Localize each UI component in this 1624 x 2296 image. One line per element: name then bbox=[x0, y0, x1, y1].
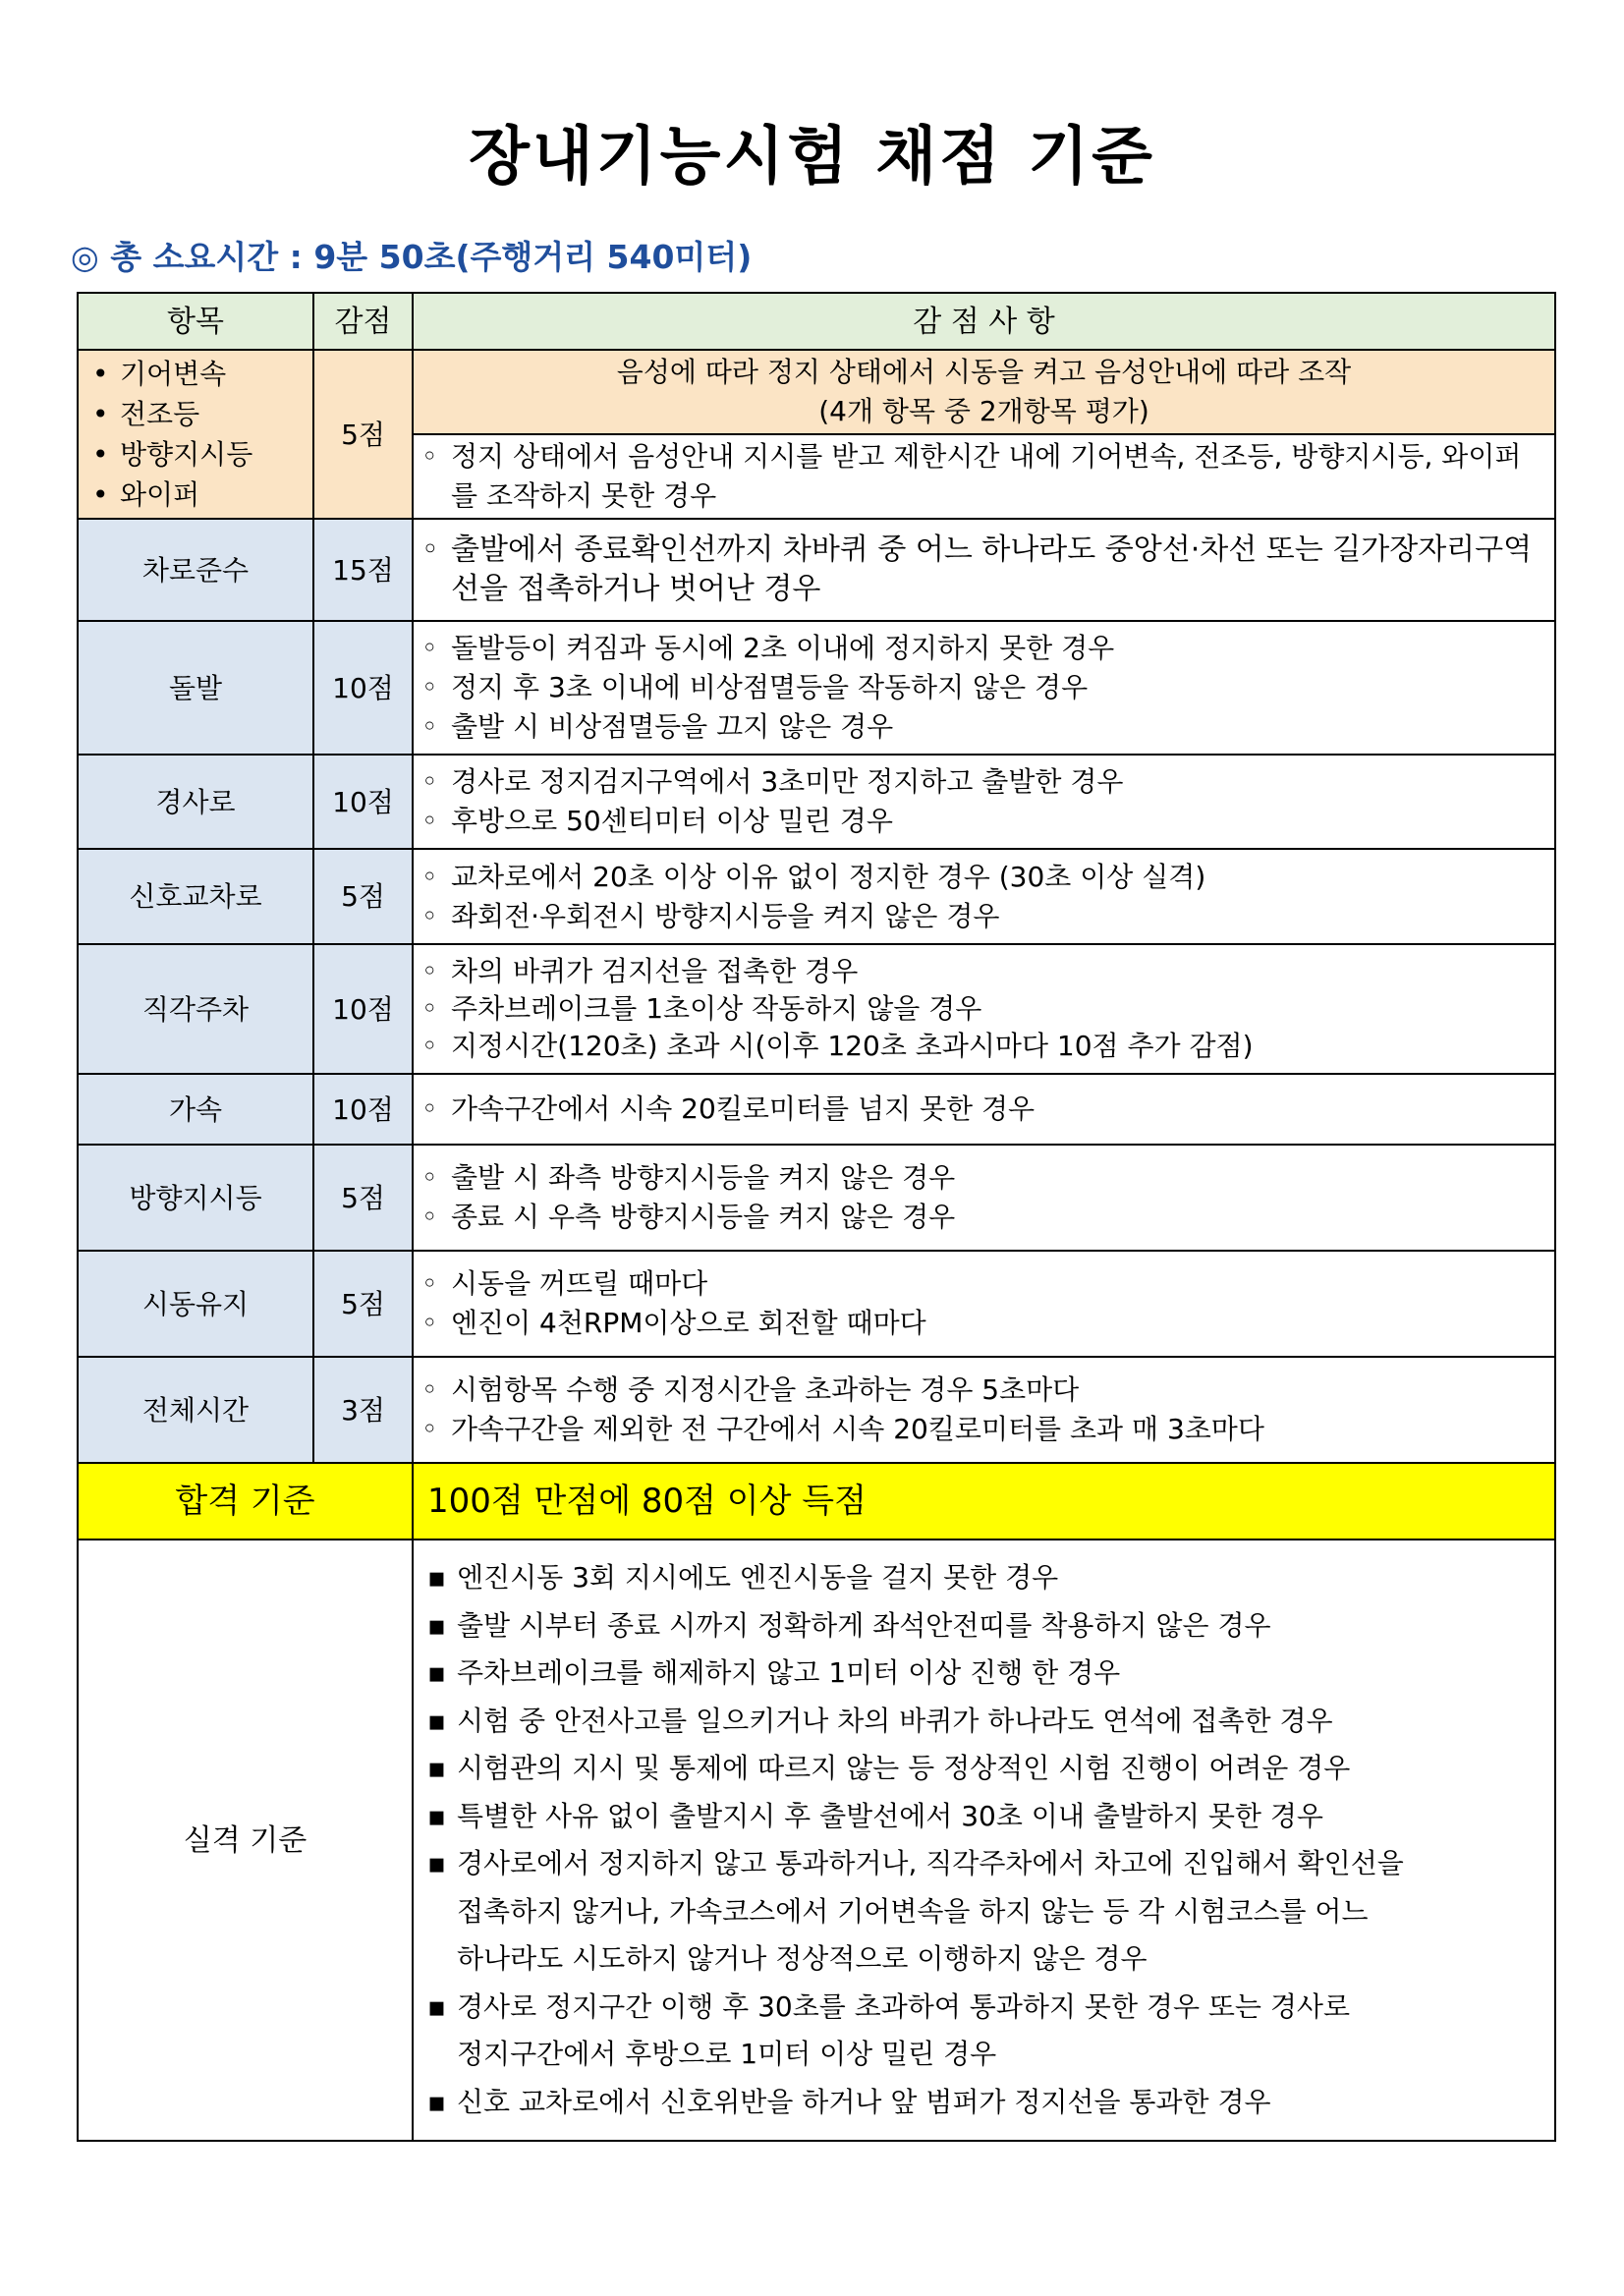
deduction-details bbox=[413, 755, 1555, 849]
deduction-details bbox=[413, 1145, 1555, 1251]
table-header bbox=[78, 293, 1555, 350]
deduction-value: 5점 bbox=[313, 350, 413, 519]
header-deduction: 감점 bbox=[313, 293, 413, 350]
detail-line: ◦ 지정시간(120초) 초과 시(이후 120초 초과시마다 10점 추가 감점) bbox=[421, 1028, 1546, 1065]
deduction-details bbox=[413, 944, 1555, 1074]
deduction-value: 5점 bbox=[313, 849, 413, 944]
table-row-engine bbox=[78, 1251, 1555, 1357]
list-item: • 기어변속 bbox=[92, 354, 305, 394]
scoring-table bbox=[77, 292, 1556, 2142]
disqualify-list bbox=[413, 1540, 1555, 2141]
item-label: 가속 bbox=[78, 1074, 313, 1145]
table-row-slope bbox=[78, 755, 1555, 849]
table-row-lane bbox=[78, 519, 1555, 621]
deduction-value: 15점 bbox=[313, 519, 413, 621]
detail-line: ◦ 출발 시 좌측 방향지시등을 켜지 않은 경우 bbox=[421, 1158, 1546, 1198]
pass-criteria-row bbox=[78, 1463, 1555, 1540]
disqualification-row bbox=[78, 1540, 1555, 2141]
table-row-parking bbox=[78, 944, 1555, 1074]
list-item: ▪ 주차브레이크를 해제하지 않고 1미터 이상 진행 한 경우 bbox=[427, 1650, 1546, 1698]
item-label: 돌발 bbox=[78, 621, 313, 755]
item-label: 전체시간 bbox=[78, 1357, 313, 1463]
list-item: ▪ 특별한 사유 없이 출발지시 후 출발선에서 30초 이내 출발하지 못한 경우 bbox=[427, 1793, 1546, 1841]
deduction-value: 10점 bbox=[313, 1074, 413, 1145]
intro-line: 음성에 따라 정지 상태에서 시동을 켜고 음성안내에 따라 조작 bbox=[616, 356, 1352, 388]
detail-line: ◦ 출발에서 종료확인선까지 차바퀴 중 어느 하나라도 중앙선·차선 또는 길가장자리구역선을 접촉하거나 벗어난 경우 bbox=[421, 531, 1546, 609]
detail-line: ◦ 정지 후 3초 이내에 비상점멸등을 작동하지 않은 경우 bbox=[421, 668, 1546, 707]
list-item: ▪ 시험 중 안전사고를 일으키거나 차의 바퀴가 하나라도 연석에 접촉한 경우 bbox=[427, 1698, 1546, 1746]
item-label: 경사로 bbox=[78, 755, 313, 849]
deduction-details bbox=[413, 849, 1555, 944]
deduction-value: 10점 bbox=[313, 755, 413, 849]
deduction-details bbox=[413, 1251, 1555, 1357]
deduction-details bbox=[413, 519, 1555, 621]
list-item: ▪ 경사로에서 정지하지 않고 통과하거나, 직각주차에서 차고에 진입해서 확인선을 bbox=[427, 1840, 1546, 1888]
deduction-value: 10점 bbox=[313, 621, 413, 755]
detail-line: ◦ 돌발등이 켜짐과 동시에 2초 이내에 정지하지 못한 경우 bbox=[421, 629, 1546, 668]
header-details: 감 점 사 항 bbox=[413, 293, 1555, 350]
deduction-value: 3점 bbox=[313, 1357, 413, 1463]
total-time-note: ◎ 총 소요시간 : 9분 50초(주행거리 540미터) bbox=[71, 238, 753, 276]
item-label: 방향지시등 bbox=[78, 1145, 313, 1251]
disqualify-label: 실격 기준 bbox=[78, 1540, 413, 2141]
detail-line: ◦ 경사로 정지검지구역에서 3초미만 정지하고 출발한 경우 bbox=[421, 762, 1546, 802]
operation-intro bbox=[413, 350, 1555, 434]
item-label: 시동유지 bbox=[78, 1251, 313, 1357]
detail-line: ◦ 좌회전·우회전시 방향지시등을 켜지 않은 경우 bbox=[421, 897, 1546, 936]
deduction-details bbox=[413, 621, 1555, 755]
detail-line: ◦ 가속구간을 제외한 전 구간에서 시속 20킬로미터를 초과 매 3초마다 bbox=[421, 1410, 1546, 1449]
table-row-total-time bbox=[78, 1357, 1555, 1463]
item-label: 직각주차 bbox=[78, 944, 313, 1074]
detail-line: ◦ 엔진이 4천RPM이상으로 회전할 때마다 bbox=[421, 1304, 1546, 1343]
item-label: 신호교차로 bbox=[78, 849, 313, 944]
deduction-value: 5점 bbox=[313, 1251, 413, 1357]
list-item-continuation: 접촉하지 않거나, 가속코스에서 기어변속을 하지 않는 등 각 시험코스를 어느 bbox=[457, 1894, 1369, 1928]
detail-line: ◦ 시험항목 수행 중 지정시간을 초과하는 경우 5초마다 bbox=[421, 1371, 1546, 1410]
table-row-turn-signal bbox=[78, 1145, 1555, 1251]
table-row-emergency bbox=[78, 621, 1555, 755]
list-item: ▪ 출발 시부터 종료 시까지 정확하게 좌석안전띠를 착용하지 않은 경우 bbox=[427, 1602, 1546, 1651]
list-item: ▪ 엔진시동 3회 지시에도 엔진시동을 걸지 못한 경우 bbox=[427, 1554, 1546, 1602]
detail-line: ◦ 정지 상태에서 음성안내 지시를 받고 제한시간 내에 기어변속, 전조등, 방향지시등, 와이퍼를 조작하지 못한 경우 bbox=[421, 437, 1546, 516]
pass-text: 100점 만점에 80점 이상 득점 bbox=[413, 1463, 1555, 1540]
list-item-continuation: 하나라도 시도하지 않거나 정상적으로 이행하지 않은 경우 bbox=[457, 1942, 1148, 1975]
deduction-value: 10점 bbox=[313, 944, 413, 1074]
deduction-details bbox=[413, 1357, 1555, 1463]
deduction-details bbox=[413, 1074, 1555, 1145]
detail-line: ◦ 출발 시 비상점멸등을 끄지 않은 경우 bbox=[421, 707, 1546, 747]
detail-line: ◦ 주차브레이크를 1초이상 작동하지 않을 경우 bbox=[421, 990, 1546, 1028]
detail-line: ◦ 교차로에서 20초 이상 이유 없이 정지한 경우 (30초 이상 실격) bbox=[421, 858, 1546, 897]
detail-line: ◦ 차의 바퀴가 검지선을 접촉한 경우 bbox=[421, 953, 1546, 990]
header-item: 항목 bbox=[78, 293, 313, 350]
list-item: ▪ 시험관의 지시 및 통제에 따르지 않는 등 정상적인 시험 진행이 어려운 경우 bbox=[427, 1745, 1546, 1793]
detail-line: ◦ 가속구간에서 시속 20킬로미터를 넘지 못한 경우 bbox=[421, 1090, 1546, 1129]
table-row-signal-intersection bbox=[78, 849, 1555, 944]
item-label: 차로준수 bbox=[78, 519, 313, 621]
deduction-details bbox=[413, 434, 1555, 519]
list-item: • 전조등 bbox=[92, 394, 305, 434]
detail-line: ◦ 종료 시 우측 방향지시등을 켜지 않은 경우 bbox=[421, 1198, 1546, 1237]
list-item: • 방향지시등 bbox=[92, 434, 305, 475]
page-title: 장내기능시험 채점 기준 bbox=[469, 121, 1155, 194]
deduction-value: 5점 bbox=[313, 1145, 413, 1251]
table-row-acceleration bbox=[78, 1074, 1555, 1145]
pass-label: 합격 기준 bbox=[78, 1463, 413, 1540]
table-row-operation bbox=[78, 350, 1555, 434]
list-item: ▪ 경사로 정지구간 이행 후 30초를 초과하여 통과하지 못한 경우 또는 경사로 bbox=[427, 1984, 1546, 2032]
detail-line: ◦ 후방으로 50센티미터 이상 밀린 경우 bbox=[421, 802, 1546, 841]
list-item: ▪ 신호 교차로에서 신호위반을 하거나 앞 범퍼가 정지선을 통과한 경우 bbox=[427, 2079, 1546, 2127]
detail-line: ◦ 시동을 꺼뜨릴 때마다 bbox=[421, 1264, 1546, 1304]
operation-items bbox=[78, 350, 313, 519]
intro-line: (4개 항목 중 2개항목 평가) bbox=[818, 395, 1149, 427]
list-item: • 와이퍼 bbox=[92, 475, 305, 515]
list-item-continuation: 정지구간에서 후방으로 1미터 이상 밀린 경우 bbox=[457, 2038, 997, 2070]
